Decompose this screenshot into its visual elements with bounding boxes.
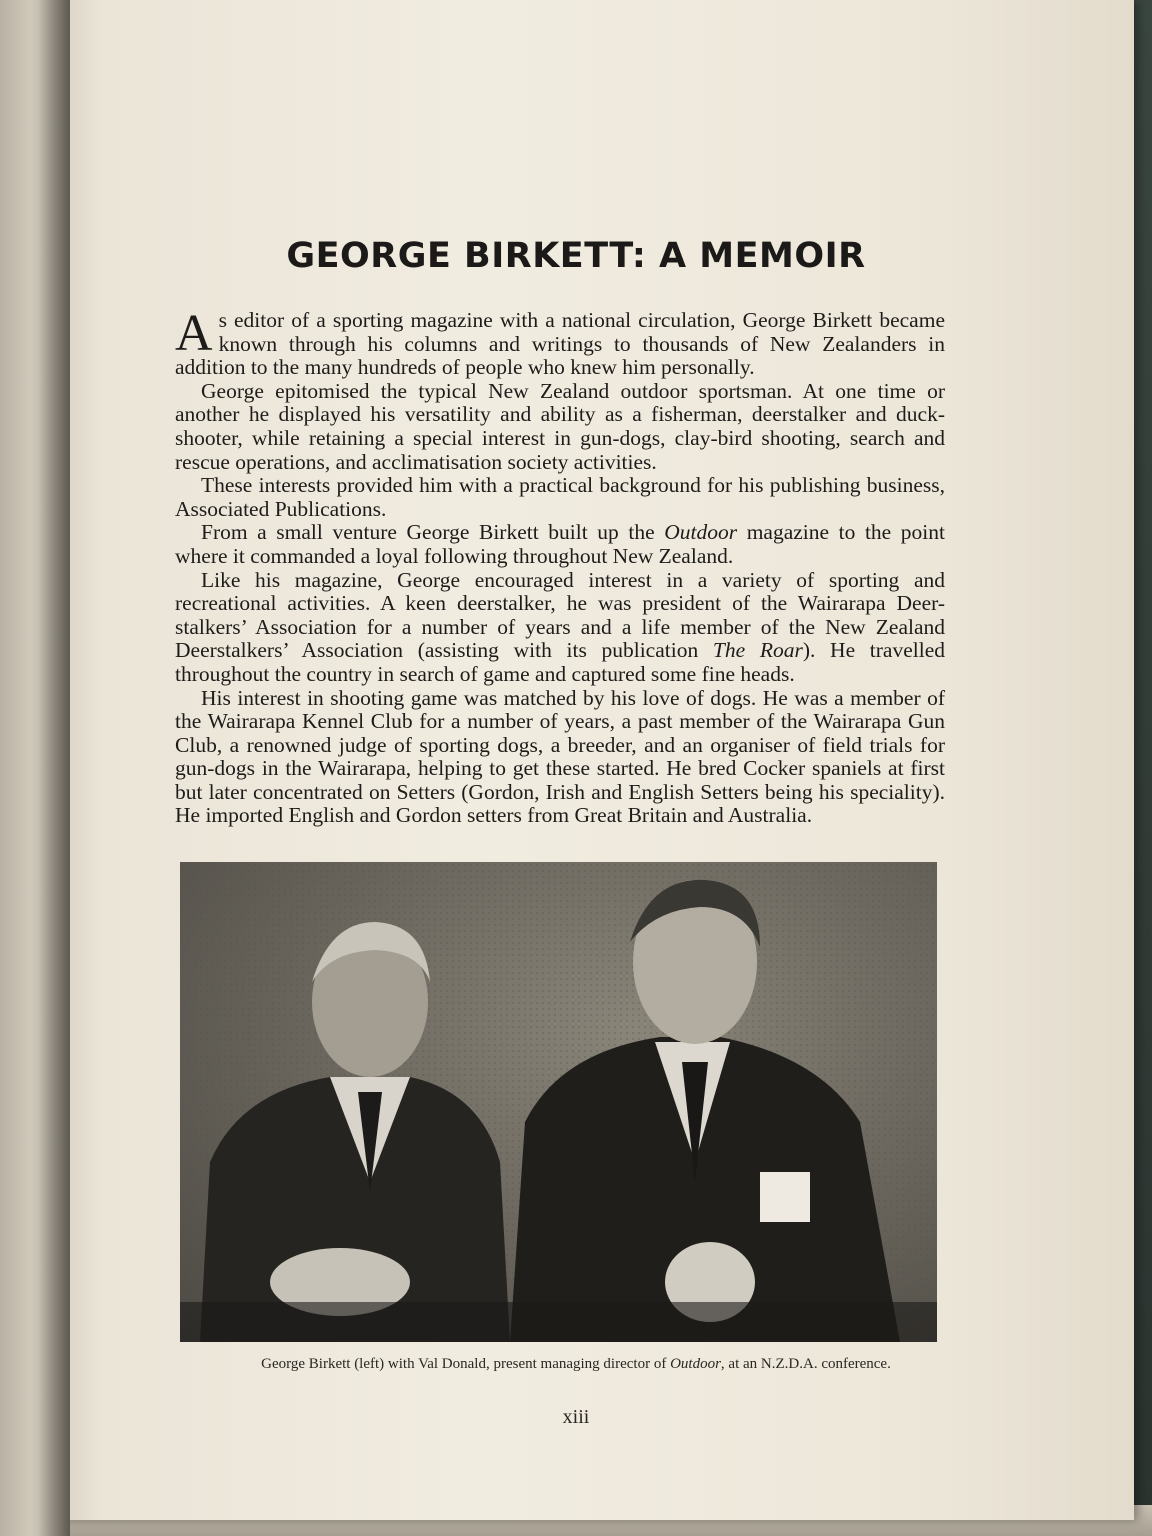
paragraph-2: George epitomised the typical New Zealand outdoor sportsman. At one time or another he displayed his versatility and ability as a fisherman, deerstalker and duck-shooter, while retaining a special interest in gun-dogs, clay-bird shooting, search and rescue operations, and acclimatisation society activities. <box>175 378 945 474</box>
drop-cap: A <box>175 305 213 362</box>
photo-illustration <box>180 862 937 1342</box>
paragraph-3: These interests provided him with a practical background for his publishing business, Associated Publications. <box>175 473 945 521</box>
memoir-body <box>175 305 946 828</box>
photograph <box>180 862 937 1342</box>
paragraph-6: His interest in shooting game was matched by his love of dogs. He was a member of the Wairarapa Kennel Club for a number of years, a past member of the Wairarapa Gun Club, a renowned judge of sporting dogs, a breeder, and an organiser of field trials for gun-dogs in the Wairarapa, helping to get these started. He bred Cocker spaniels at first but later concentrated on Setters (Gordon, Irish and English Setters being his speciality). He imported English and Gordon setters from Great Britain and Australia. <box>175 685 945 828</box>
paragraph-5: Like his magazine, George encouraged interest in a variety of sporting and recreational activities. A keen deerstalker, he was president of the Wairarapa Deer-stalkers’ Association for a number of years and a life member of the New Zealand Deerstalkers’ Association (assisting with its publication The Roar). He travelled throughout the country in search of game and captured some fine heads. <box>175 567 946 686</box>
photo-caption: George Birkett (left) with Val Donald, present managing director of Outdoor, at an N.Z.D.A. conference. <box>261 1356 891 1372</box>
spine-shadow <box>30 0 70 1536</box>
page-title: GEORGE BIRKETT: A MEMOIR <box>286 236 866 276</box>
paragraph-4: From a small venture George Birkett built up the Outdoor magazine to the point where it commanded a loyal following throughout New Zealand. <box>175 520 945 568</box>
paragraph-1: As editor of a sporting magazine with a national circulation, George Birkett became known through his columns and writings to thousands of New Zealanders in addition to the many hundreds of people who knew him personally. <box>175 305 945 380</box>
page-number: xiii <box>562 1406 590 1428</box>
